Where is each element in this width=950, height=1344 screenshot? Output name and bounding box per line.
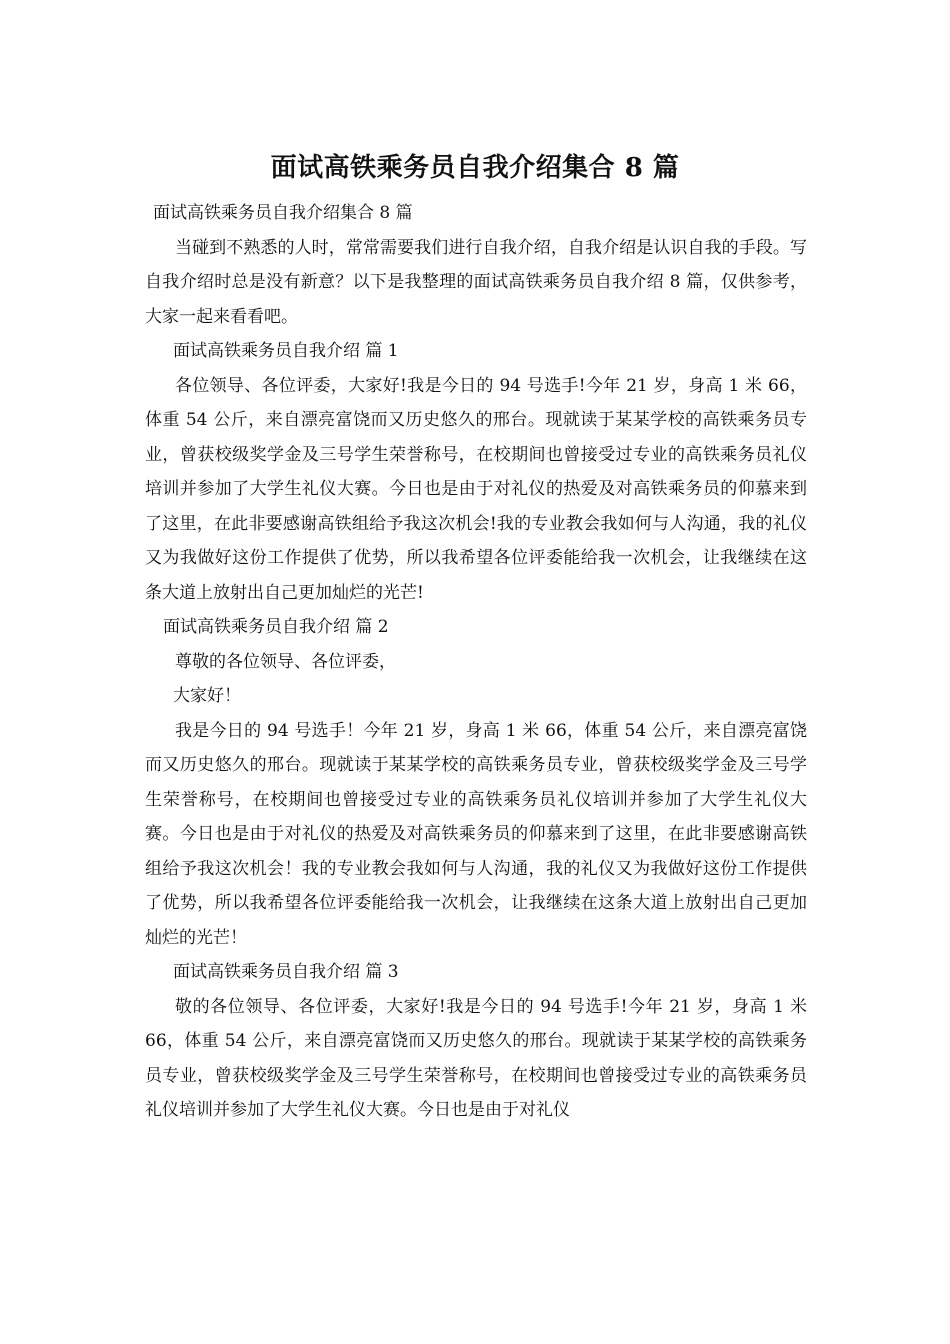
section-3-paragraph: 敬的各位领导、各位评委，大家好!我是今日的 94 号选手!今年 21 岁，身高 1 米 66，体重 54 公斤，来自漂亮富饶而又历史悠久的邢台。现就读于某某学校的高铁乘务员专业，曾获校级奖学金及三号学生荣誉称号，在校期间也曾接受过专业的高铁乘务员礼仪培训并参加了大学生礼仪大赛。今日也是由于对礼仪 (145, 996, 807, 1120)
section-2-salutation: 尊敬的各位领导、各位评委， (175, 651, 396, 672)
section-1-paragraph: 各位领导、各位评委，大家好!我是今日的 94 号选手!今年 21 岁，身高 1 米 66，体重 54 公斤，来自漂亮富饶而又历史悠久的邢台。现就读于某某学校的高铁乘务员专业，曾获校级奖学金及三号学生荣誉称号，在校期间也曾接受过专业的高铁乘务员礼仪培训并参加了大学生礼仪大赛。今日也是由于对礼仪的热爱及对高铁乘务员的仰慕来到了这里，在此非要感谢高铁组给予我这次机会!我的专业教会我如何与人沟通，我的礼仪又为我做好这份工作提供了优势，所以我希望各位评委能给我一次机会，让我继续在这条大道上放射出自己更加灿烂的光芒! (145, 375, 807, 603)
section-1-heading: 面试高铁乘务员自我介绍 篇 1 (173, 341, 399, 361)
intro-paragraph: 当碰到不熟悉的人时，常常需要我们进行自我介绍，自我介绍是认识自我的手段。写自我介绍时总是没有新意？以下是我整理的面试高铁乘务员自我介绍 8 篇，仅供参考，大家一起来看看吧。 (145, 237, 807, 327)
document-body (145, 196, 807, 1128)
section-3-heading: 面试高铁乘务员自我介绍 篇 3 (173, 962, 399, 982)
document-title: 面试高铁乘务员自我介绍集合 8 篇 (270, 153, 680, 183)
section-2-heading: 面试高铁乘务员自我介绍 篇 2 (163, 617, 389, 637)
document-subtitle: 面试高铁乘务员自我介绍集合 8 篇 (153, 203, 413, 223)
section-2-paragraph: 我是今日的 94 号选手！今年 21 岁，身高 1 米 66，体重 54 公斤，来自漂亮富饶而又历史悠久的邢台。现就读于某某学校的高铁乘务员专业，曾获校级奖学金及三号学生荣誉称号，在校期间也曾接受过专业的高铁乘务员礼仪培训并参加了大学生礼仪大赛。今日也是由于对礼仪的热爱及对高铁乘务员的仰慕来到了这里，在此非要感谢高铁组给予我这次机会！我的专业教会我如何与人沟通，我的礼仪又为我做好这份工作提供了优势，所以我希望各位评委能给我一次机会，让我继续在这条大道上放射出自己更加灿烂的光芒！ (145, 720, 807, 948)
section-2-greeting: 大家好！ (173, 686, 241, 706)
